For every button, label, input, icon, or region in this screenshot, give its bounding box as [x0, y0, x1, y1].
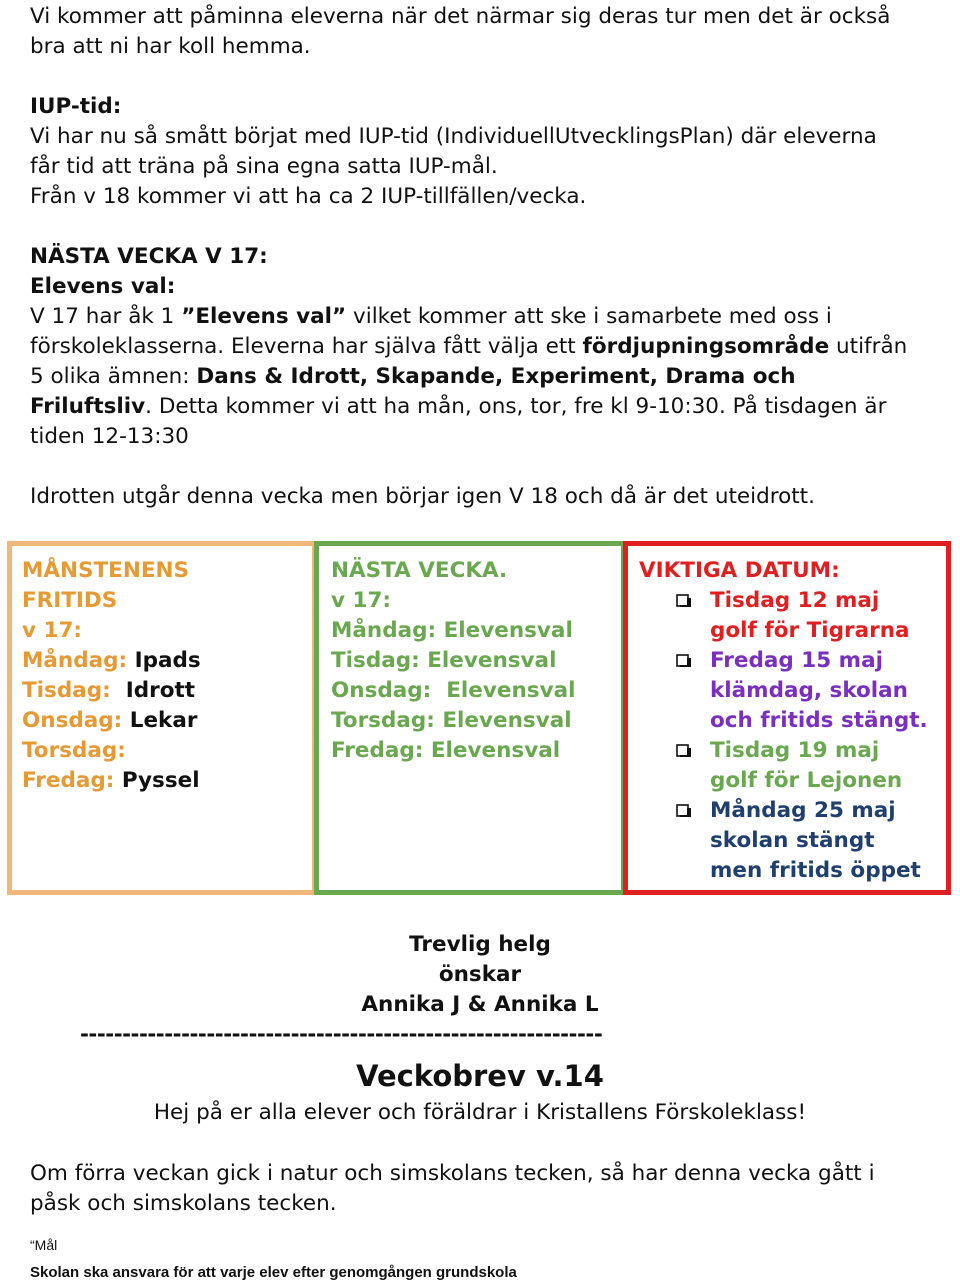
elevens-val-heading: Elevens val:	[30, 274, 176, 299]
mal-label: “Mål	[30, 1237, 58, 1253]
veckobrev-title: Veckobrev v.14	[356, 1059, 604, 1093]
next-week-line-5: tiden 12-13:30	[30, 424, 189, 449]
next-week-heading: NÄSTA VECKA V 17:	[30, 244, 268, 269]
footer-note: Skolan ska ansvara för att varje elev efter genomgången grundskola	[30, 1264, 517, 1281]
iup-line-3: Från v 18 kommer vi att ha ca 2 IUP-tillfällen/vecka.	[30, 184, 587, 209]
fritids-day-row: Tisdag: Idrott	[22, 678, 196, 703]
iup-heading: IUP-tid:	[30, 94, 122, 119]
next-week-day: Måndag: Elevensval	[331, 618, 573, 643]
closing-signature: Annika J & Annika L	[361, 992, 599, 1017]
checkbox-icon	[676, 744, 692, 758]
iup-line-1: Vi har nu så smått börjat med IUP-tid (IndividuellUtvecklingsPlan) där eleverna	[30, 124, 877, 149]
iup-line-2: får tid att träna på sina egna satta IUP-mål.	[30, 154, 498, 179]
date-item-1-line-2: golf för Tigrarna	[710, 618, 910, 643]
fritids-day-row: Torsdag:	[22, 738, 126, 763]
closing-line-1: Trevlig helg	[409, 932, 551, 957]
next-week-day: Onsdag: Elevensval	[331, 678, 576, 703]
date-item-3-line-1: Tisdag 19 maj	[710, 738, 880, 763]
date-item-3-line-2: golf för Lejonen	[710, 768, 903, 793]
veckobrev-paragraph-line-2: påsk och simskolans tecken.	[30, 1191, 337, 1216]
date-item-4-line-3: men fritids öppet	[710, 858, 921, 883]
veckobrev-greeting: Hej på er alla elever och föräldrar i Kristallens Förskoleklass!	[153, 1100, 807, 1125]
next-week-box	[314, 541, 626, 895]
intro-line-2: bra att ni har koll hemma.	[30, 34, 311, 59]
idrott-note: Idrotten utgår denna vecka men börjar igen V 18 och då är det uteidrott.	[30, 484, 815, 509]
dashed-divider: --------------------------------------------------------------	[80, 1022, 603, 1047]
date-item-2-line-3: och fritids stängt.	[710, 708, 928, 733]
checkbox-icon	[676, 594, 692, 608]
closing-line-2: önskar	[438, 962, 522, 987]
fritids-title-1: MÅNSTENENS	[22, 558, 190, 583]
next-week-box-week: v 17:	[331, 588, 392, 613]
fritids-week: v 17:	[22, 618, 83, 643]
intro-line-1: Vi kommer att påminna eleverna när det närmar sig deras tur men det är också	[30, 4, 891, 29]
next-week-day: Fredag: Elevensval	[331, 738, 561, 763]
important-dates-title: VIKTIGA DATUM:	[639, 558, 840, 583]
date-item-1-line-1: Tisdag 12 maj	[710, 588, 880, 613]
fritids-title-2: FRITIDS	[22, 588, 118, 613]
fritids-day-row: Fredag: Pyssel	[22, 768, 200, 793]
important-dates-box	[623, 541, 951, 895]
next-week-line-3: 5 olika ämnen: Dans & Idrott, Skapande, Experiment, Drama och	[30, 364, 796, 389]
checkbox-icon	[676, 804, 692, 818]
veckobrev-paragraph-line-1: Om förra veckan gick i natur och simskolans tecken, så har denna vecka gått i	[30, 1161, 875, 1186]
next-week-line-1: V 17 har åk 1 ”Elevens val” vilket kommer att ske i samarbete med oss i	[30, 304, 832, 329]
checkbox-icon	[676, 654, 692, 668]
fritids-day-row: Onsdag: Lekar	[22, 708, 198, 733]
fritids-day-row: Måndag: Ipads	[22, 648, 201, 673]
date-item-4-line-1: Måndag 25 maj	[710, 798, 896, 823]
date-item-4-line-2: skolan stängt	[710, 828, 875, 853]
date-item-2-line-2: klämdag, skolan	[710, 678, 908, 703]
next-week-day: Tisdag: Elevensval	[331, 648, 557, 673]
next-week-day: Torsdag: Elevensval	[331, 708, 572, 733]
date-item-2-line-1: Fredag 15 maj	[710, 648, 883, 673]
next-week-line-2: förskoleklasserna. Eleverna har själva fått välja ett fördjupningsområde utifrån	[30, 334, 908, 359]
next-week-box-title: NÄSTA VECKA.	[331, 558, 508, 583]
next-week-line-4: Friluftsliv. Detta kommer vi att ha mån, ons, tor, fre kl 9-10:30. På tisdagen är	[30, 394, 887, 419]
fritids-box	[7, 541, 317, 895]
